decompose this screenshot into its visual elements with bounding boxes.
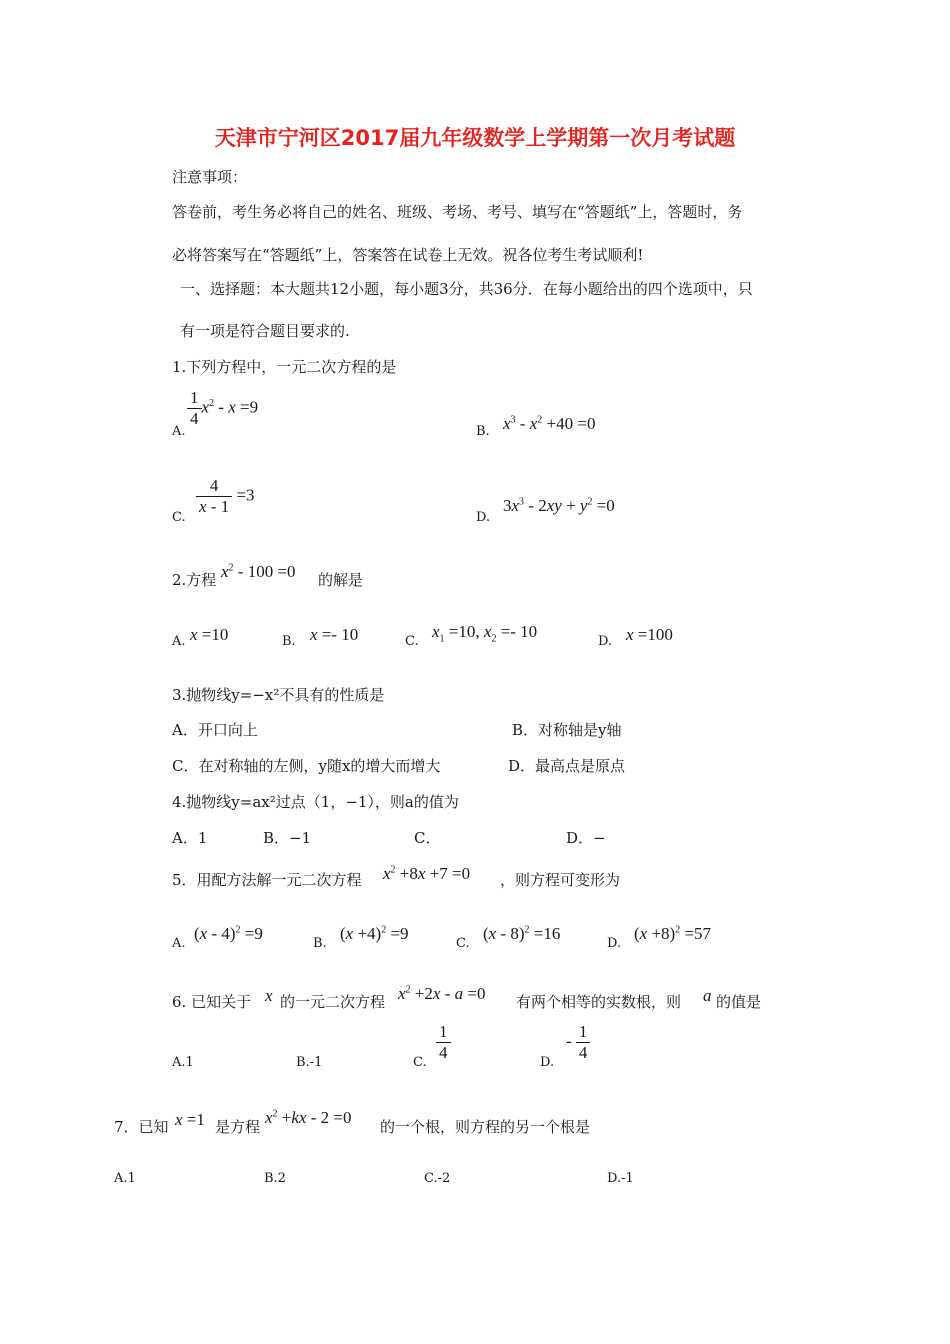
q1-option-c-label: C.	[172, 510, 186, 525]
q7-option-a: A.1	[114, 1171, 136, 1186]
q2-stem-post: 的解是	[318, 571, 364, 589]
q6-stem-mid: 的一元二次方程	[280, 993, 386, 1011]
q5-option-d-label: D.	[607, 936, 622, 951]
q4-stem: 4.抛物线y=ax²过点（1，−1），则a的值为	[172, 793, 459, 811]
q7-equation: $x^2 +kx - 2 =0$	[265, 1108, 352, 1127]
q6-option-c-formula: $\frac{1}{4}$	[436, 1022, 451, 1063]
q7-stem-mid: 是方程	[215, 1118, 261, 1136]
q6-stem-mid2: 有两个相等的实数根，则	[516, 993, 682, 1011]
q2-equation: $x^2 - 100 =0$	[221, 562, 296, 581]
q6-var-x: x	[265, 986, 273, 1005]
section-heading-line-2: 有一项是符合题目要求的.	[180, 322, 350, 340]
q2-option-a-label: A.	[172, 634, 186, 649]
q6-equation: $x^2 +2x - a =0$	[398, 984, 486, 1003]
q4-option-b: B．−1	[263, 829, 312, 847]
q6-option-c-label: C.	[413, 1055, 427, 1070]
q3-option-d: D．最高点是原点	[508, 757, 626, 775]
q2-option-c-label: C.	[405, 634, 419, 649]
q2-option-a-formula: x =10	[190, 625, 229, 644]
q6-option-d-formula: - $\frac{1}{4}$	[566, 1022, 590, 1063]
q5-equation: $x^2 +8x +7 =0$	[383, 864, 471, 883]
q6-var-a: a	[703, 986, 712, 1005]
q6-option-a: A.1	[172, 1055, 194, 1070]
q7-stem-post: 的一个根，则方程的另一个根是	[380, 1118, 591, 1136]
q1-option-b-formula: $x^3 - x^2 +40 =0$	[503, 414, 596, 433]
q5-option-b-formula: $(x +4)^2 =9$	[340, 924, 409, 943]
q1-option-d-formula: $3x^3 - 2xy + y^2 =0$	[503, 496, 615, 515]
q3-option-a: A．开口向上	[172, 721, 258, 739]
q5-stem-pre: 5．用配方法解一元二次方程	[172, 871, 362, 889]
q6-stem-pre: 6. 已知关于	[172, 993, 252, 1011]
q1-stem: 1.下列方程中，一元二次方程的是	[172, 358, 397, 376]
q6-stem-post: 的值是	[716, 993, 762, 1011]
q1-option-d-label: D.	[476, 510, 491, 525]
q2-option-d-label: D.	[598, 634, 613, 649]
q3-option-b: B．对称轴是y轴	[512, 721, 622, 739]
q5-option-a-formula: (x - 4)$^2$ =9	[194, 924, 263, 943]
q1-option-a-label: A.	[172, 424, 186, 439]
q2-option-c-formula: $x_1 =10$, $x_2 =- 10$	[432, 622, 538, 645]
q7-root: x =1	[175, 1110, 205, 1129]
q4-option-d: D．−	[566, 829, 606, 847]
q2-option-b-formula: x =- 10	[310, 625, 359, 644]
q5-option-d-formula: $(x +8)^2 =57$	[634, 924, 712, 943]
q5-option-c-label: C.	[456, 936, 470, 951]
q1-option-a-formula: $\frac{1}{4}$ $x^2 - x =9$	[187, 388, 258, 429]
q2-option-d-formula: x =100	[626, 625, 673, 644]
page-title: 天津市宁河区2017届九年级数学上学期第一次月考试题	[214, 126, 736, 150]
q7-option-d: D.-1	[607, 1171, 634, 1186]
q5-option-c-formula: (x - 8)$^2$ =16	[483, 924, 561, 943]
q5-stem-post: ，则方程可变形为	[500, 871, 621, 889]
q6-option-d-label: D.	[540, 1055, 555, 1070]
q3-option-c: C．在对称轴的左侧，y随x的增大而增大	[172, 757, 441, 775]
notice-line-1: 答卷前，考生务必将自己的姓名、班级、考场、考号、填写在“答题纸”上，答题时，务	[172, 203, 743, 221]
q4-option-a: A．1	[172, 829, 208, 847]
q1-option-b-label: B.	[476, 424, 490, 439]
q6-option-b: B.-1	[296, 1055, 323, 1070]
q5-option-a-label: A.	[172, 936, 186, 951]
q5-option-b-label: B.	[313, 936, 327, 951]
q7-option-c: C.-2	[424, 1171, 451, 1186]
q7-option-b: B.2	[264, 1171, 286, 1186]
notice-line-2: 必将答案写在“答题纸”上，答案答在试卷上无效。祝各位考生考试顺利!	[172, 246, 644, 264]
q4-option-c: C．	[414, 829, 441, 847]
section-heading-line-1: 一、选择题：本大题共12小题，每小题3分，共36分．在每小题给出的四个选项中，只	[180, 280, 753, 298]
q7-stem-pre: 7．已知	[114, 1118, 169, 1136]
q2-stem-pre: 2.方程	[172, 571, 217, 589]
q2-option-b-label: B.	[282, 634, 296, 649]
q3-stem: 3.抛物线y=−x²不具有的性质是	[172, 686, 385, 704]
notice-heading: 注意事项：	[172, 168, 248, 186]
q1-option-c-formula: $\frac{4}{x - 1}$ =3	[196, 476, 255, 517]
